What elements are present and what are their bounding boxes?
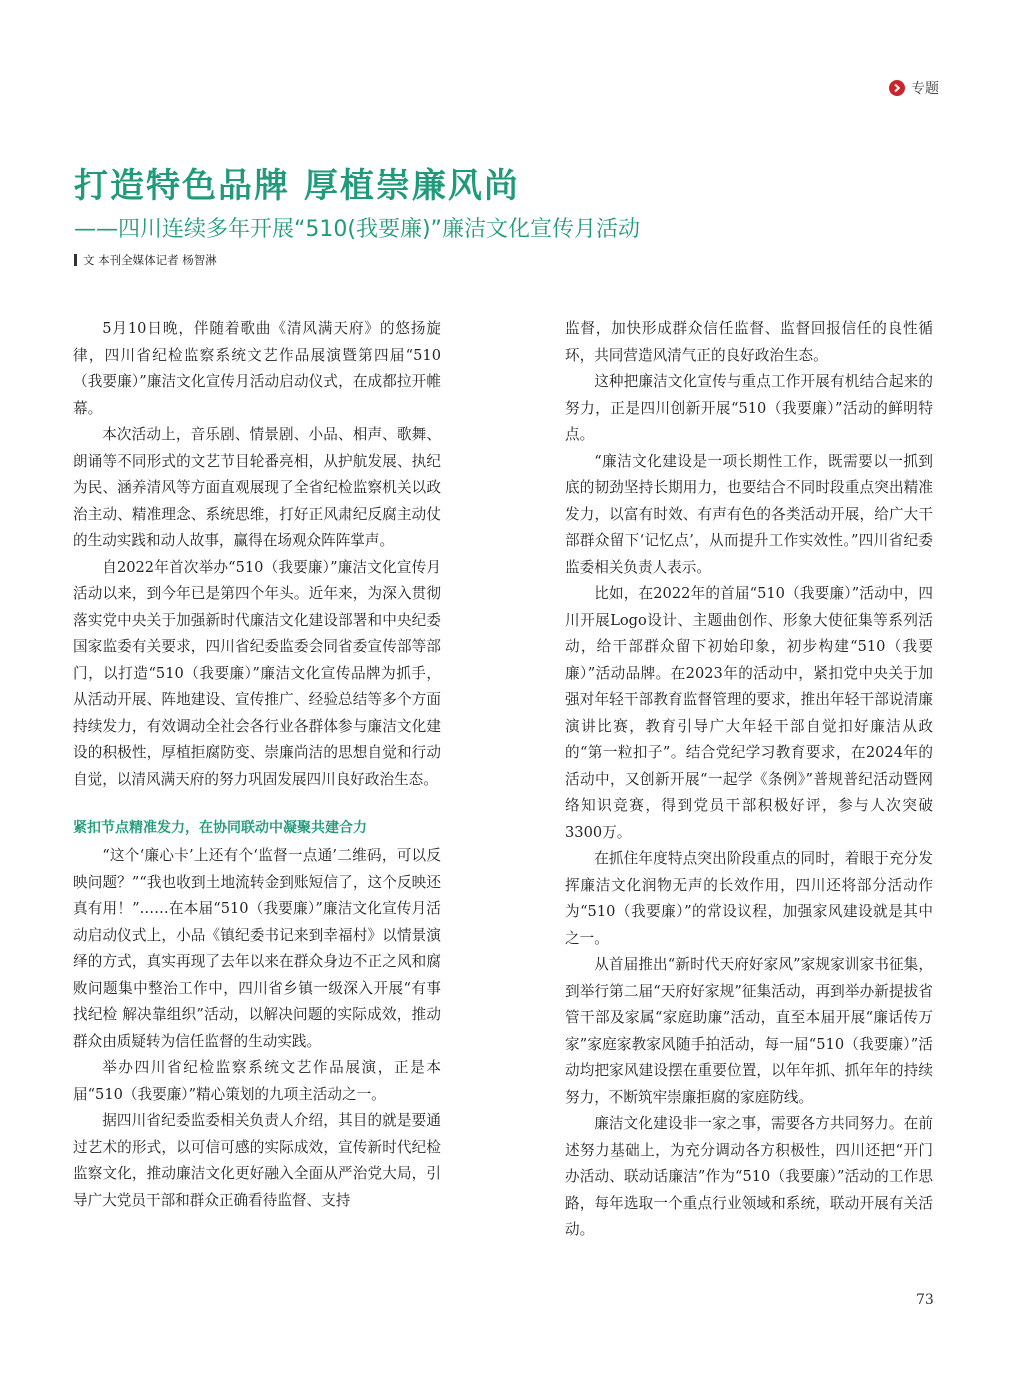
section-heading: 紧扣节点精准发力，在协同联动中凝聚共建合力: [73, 820, 367, 836]
paragraph: 在抓住年度特点突出阶段重点的同时，着眼于充分发挥廉洁文化润物无声的长效作用，四川还将部分活动作为“510（我要廉）”的常设议程，加强家风建设就是其中之一。: [565, 850, 933, 947]
paragraph: 举办四川省纪检监察系统文艺作品展演，正是本届“510（我要廉）”精心策划的九项主活动之一。: [73, 1059, 441, 1103]
paragraph: 比如，在2022年的首届“510（我要廉）”活动中，四川开展Logo设计、主题曲创作、形象大使征集等系列活动，给干部群众留下初始印象，初步构建“510（我要廉）”活动品牌。在2023年的活动中，紧扣党中央关于加强对年轻干部教育监督管理的要求，推出年轻干部说清廉演讲比赛，教育引导广大年轻干部自觉扣好廉洁从政的“第一粒扣子”。结合党纪学习教育要求，在2024年的活动中，又创新开展“一起学《条例》”普规普纪活动暨网络知识竞赛，得到党员干部积极好评，参与人次突破3300万。: [565, 585, 933, 841]
article-title: 打造特色品牌 厚植崇廉风尚: [74, 166, 520, 206]
page-number: 73: [916, 1292, 934, 1308]
paragraph: 自2022年首次举办“510（我要廉）”廉洁文化宣传月活动以来，到今年已是第四个年头。近年来，为深入贯彻落实党中央关于加强新时代廉洁文化建设部署和中央纪委国家监委有关要求，四川省纪委监委会同省委宣传部等部门，以打造“510（我要廉）”廉洁文化宣传品牌为抓手，从活动开展、阵地建设、宣传推广、经验总结等多个方面持续发力，有效调动全社会各行业各群体参与廉洁文化建设的积极性，厚植拒腐防变、崇廉尚洁的思想自觉和行动自觉，以清风满天府的努力巩固发展四川良好政治生态。: [73, 558, 441, 788]
article-subtitle: ——四川连续多年开展“510(我要廉)”廉洁文化宣传月活动: [74, 217, 640, 242]
paragraph: “这个‘廉心卡’上还有个‘监督一点通’二维码，可以反映问题？”“我也收到土地流转金到账短信了，这个反映还真有用！”……在本届“510（我要廉）”廉洁文化宣传月活动启动仪式上，小品《镇纪委书记来到幸福村》以情景演绎的方式，真实再现了去年以来在群众身边不正之风和腐败问题集中整治工作中，四川省乡镇一级深入开展“有事找纪检 解决靠组织”活动，以解决问题的实际成效，推动群众由质疑转为信任监督的生动实践。: [73, 847, 441, 1050]
paragraph: 廉洁文化建设非一家之事，需要各方共同努力。在前述努力基础上，为充分调动各方积极性，四川还把“开门办活动、联动话廉洁”作为“510（我要廉）”活动的工作思路，每年选取一个重点行业领域和系统，联动开展有关活动。: [565, 1115, 933, 1238]
section-tag: [889, 78, 939, 98]
paragraph: “廉洁文化建设是一项长期性工作，既需要以一抓到底的韧劲坚持长期用力，也要结合不同时段重点突出精准发力，以富有时效、有声有色的各类活动开展，给广大干部群众留下‘记忆点’，从而提升工作实效性。”四川省纪委监委相关负责人表示。: [565, 452, 933, 576]
left-column: [73, 316, 441, 1214]
paragraph-continued: 监督，加快形成群众信任监督、监督回报信任的良性循环，共同营造风清气正的良好政治生态。: [565, 320, 933, 364]
paragraph: 本次活动上，音乐剧、情景剧、小品、相声、歌舞、朗诵等不同形式的文艺节目轮番亮相，从护航发展、执纪为民、涵养清风等方面直观展现了全省纪检监察机关以政治主动、精准理念、系统思维，打好正风肃纪反腐主动仗的生动实践和动人故事，赢得在场观众阵阵掌声。: [73, 426, 441, 549]
byline-text: 文 本刊全媒体记者 杨智淋: [83, 253, 217, 267]
chevron-right-icon: [889, 80, 905, 96]
paragraph: 从首届推出“新时代天府好家风”家规家训家书征集，到举行第二届“天府好家规”征集活动，再到举办新提拔省管干部及家属“家庭助廉”活动，直至本届开展“廉话传万家”家庭家教家风随手拍活动，每一届“510（我要廉）”活动均把家风建设摆在重要位置，以年年抓、抓年年的持续努力，不断筑牢崇廉拒腐的家庭防线。: [565, 956, 933, 1106]
byline: [74, 252, 217, 268]
right-column: [565, 316, 933, 1244]
paragraph: 这种把廉洁文化宣传与重点工作开展有机结合起来的努力，正是四川创新开展“510（我要廉）”活动的鲜明特点。: [565, 373, 933, 443]
section-label: 专题: [911, 81, 939, 97]
paragraph: 据四川省纪委监委相关负责人介绍，其目的就是要通过艺术的形式，以可信可感的实际成效，宣传新时代纪检监察文化，推动廉洁文化更好融入全面从严治党大局，引导广大党员干部和群众正确看待监督、支持: [73, 1112, 441, 1209]
byline-marker: [74, 254, 77, 266]
paragraph: 5月10日晚，伴随着歌曲《清风满天府》的悠扬旋律，四川省纪检监察系统文艺作品展演暨第四届“510（我要廉）”廉洁文化宣传月活动启动仪式，在成都拉开帷幕。: [73, 320, 441, 417]
